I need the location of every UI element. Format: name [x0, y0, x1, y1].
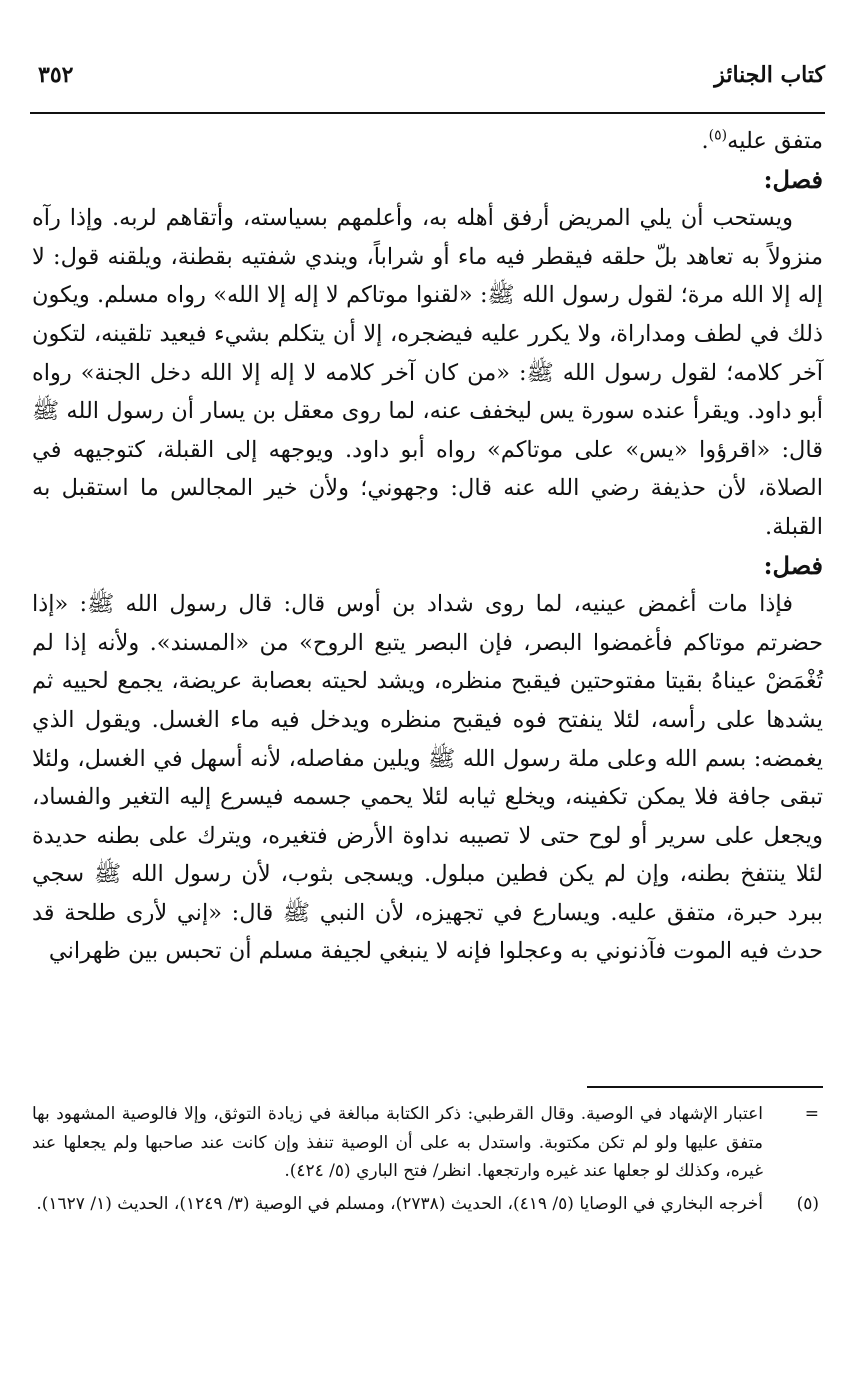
- opening-line: [32, 122, 823, 161]
- running-header: [30, 58, 825, 106]
- section-heading-1: فصل:: [763, 164, 823, 194]
- page-number: ٣٥٢: [38, 62, 74, 88]
- footnote-mark: (٥): [796, 1193, 819, 1214]
- main-text: [32, 122, 823, 971]
- footnote-text: اعتبار الإشهاد في الوصية. وقال القرطبي: ذكر الكتابة مبالغة في زيادة التوثق، وإلا فالوصية المشهود بها متفق عليها ولو لم تكن مكتوبة. واستدل به على أن الوصية تنفذ وإن كانت عند صاحبها ولم يجعلها عند غيره، وكذلك لو جعلها عند غيره وارتجعها. انظر/ فتح الباري (٥/ ٤٢٤).: [32, 1104, 763, 1181]
- footnote-item: [32, 1190, 823, 1219]
- section-1-paragraph: ويستحب أن يلي المريض أرفق أهله به، وأعلمهم بسياسته، وأتقاهم لربه. وإذا رآه منزولاً به تعاهد بلّ حلقه فيقطر فيه ماء أو شراباً، ويندي شفتيه بقطنة، ويلقنه قول: لا إله إلا الله مرة؛ لقول رسول الله ﷺ: «لقنوا موتاكم لا إله إلا الله» رواه مسلم. ويكون ذلك في لطف ومداراة، ولا يكرر عليه فيضجره، إلا أن يتكلم بشيء فيعيد تلقينه، لتكون آخر كلامه؛ لقول رسول الله ﷺ: «من كان آخر كلامه لا إله إلا الله دخل الجنة» رواه أبو داود. ويقرأ عنده سورة يس ليخفف عنه، لما روى معقل بن يسار أن رسول الله ﷺ قال: «اقرؤوا «يس» على موتاكم» رواه أبو داود. ويوجهه إلى القبلة، كتوجيهه في الصلاة، لأن حذيفة رضي الله عنه قال: وجهوني؛ ولأن خير المجالس ما استقبل به القبلة.: [32, 205, 823, 540]
- footnote-item: [32, 1100, 823, 1186]
- footnote-ref-5: (٥): [708, 127, 728, 144]
- footnote-rule: [587, 1086, 823, 1088]
- book-title: كتاب الجنائز: [714, 62, 825, 88]
- section-2-paragraph: فإذا مات أغمض عينيه، لما روى شداد بن أوس قال: قال رسول الله ﷺ: «إذا حضرتم موتاكم فأغمضوا البصر، فإن البصر يتبع الروح» من «المسند». ولأنه إذا لم تُغْمَضْ عيناهُ بقيتا مفتوحتين فيقبح منظره، ويشد لحيته بعصابة عريضة، يجمع لحييه ثم يشدها على رأسه، لئلا ينفتح فوه فيقبح منظره ويدخل فيه ماء الغسل. ويقول الذي يغمضه: بسم الله وعلى ملة رسول الله ﷺ ويلين مفاصله، لأنه أسهل في الغسل، ولئلا تبقى جافة فلا يمكن تكفينه، ويخلع ثيابه لئلا يحمي جسمه فيسرع إليه التغير والفساد، ويجعل على سرير أو لوح حتى لا تصيبه نداوة الأرض فتغيره، ويترك على بطنه حديدة لئلا ينتفخ بطنه، وإن لم يكن فطين مبلول. ويسجى بثوب، لأن رسول الله ﷺ سجي ببرد حبرة، متفق عليه. ويسارع في تجهيزه، لأن النبي ﷺ قال: «إني لأرى طلحة قد حدث فيه الموت فآذنوني به وعجلوا فإنه لا ينبغي لجيفة مسلم أن تحبس بين ظهراني: [32, 591, 823, 965]
- opening-end: .: [701, 128, 709, 154]
- header-rule: [30, 112, 825, 114]
- footnotes: [32, 1100, 823, 1222]
- section-heading-2: فصل:: [763, 550, 823, 580]
- footnote-text: أخرجه البخاري في الوصايا (٥/ ٤١٩)، الحديث (٢٧٣٨)، ومسلم في الوصية (٣/ ١٢٤٩)، الحديث (١/ ١٦٢٧).: [36, 1193, 763, 1214]
- footnote-mark: =: [804, 1104, 819, 1124]
- opening-text: متفق عليه: [727, 128, 823, 154]
